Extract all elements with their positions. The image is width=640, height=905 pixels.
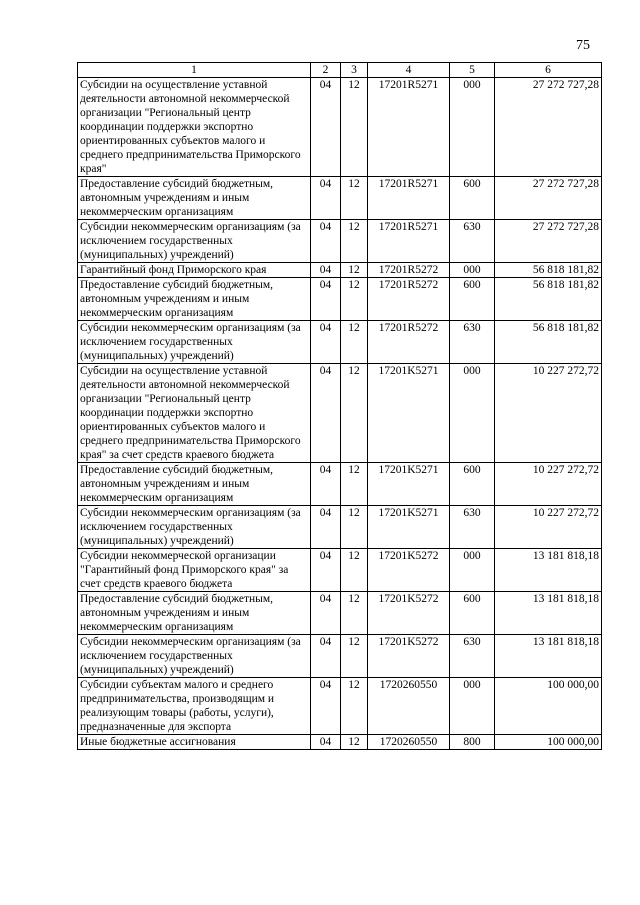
row-section-cell: 04 xyxy=(311,678,341,735)
row-target-article-cell: 1720260550 xyxy=(368,678,450,735)
row-expense-type-cell: 800 xyxy=(450,735,495,750)
row-section-cell: 04 xyxy=(311,321,341,364)
row-target-article-cell: 17201R5271 xyxy=(368,220,450,263)
row-section-cell: 04 xyxy=(311,78,341,177)
row-name-cell: Субсидии на осуществление уставной деятельности автономной некоммерческой организации "Региональный центр координации поддержки экспортно ориентированных субъектов малого и среднего предпринимательства Приморского края" за счет средств краевого бюджета xyxy=(78,364,311,463)
column-header: 6 xyxy=(495,63,602,78)
row-amount-cell: 13 181 818,18 xyxy=(495,592,602,635)
row-amount-cell: 10 227 272,72 xyxy=(495,364,602,463)
row-target-article-cell: 17201R5272 xyxy=(368,263,450,278)
row-subsection-cell: 12 xyxy=(341,549,368,592)
table-row xyxy=(78,263,602,278)
row-amount-cell: 56 818 181,82 xyxy=(495,321,602,364)
page-number: 75 xyxy=(576,38,590,53)
row-name-cell: Гарантийный фонд Приморского края xyxy=(78,263,311,278)
row-subsection-cell: 12 xyxy=(341,321,368,364)
row-target-article-cell: 17201K5272 xyxy=(368,592,450,635)
row-amount-cell: 10 227 272,72 xyxy=(495,506,602,549)
row-amount-cell: 56 818 181,82 xyxy=(495,278,602,321)
row-section-cell: 04 xyxy=(311,263,341,278)
row-amount-cell: 100 000,00 xyxy=(495,678,602,735)
row-name-cell: Предоставление субсидий бюджетным, автономным учреждениям и иным некоммерческим организациям xyxy=(78,177,311,220)
row-expense-type-cell: 600 xyxy=(450,177,495,220)
row-expense-type-cell: 000 xyxy=(450,364,495,463)
table-header-row xyxy=(78,63,602,78)
row-subsection-cell: 12 xyxy=(341,364,368,463)
row-name-cell: Субсидии некоммерческим организациям (за исключением государственных (муниципальных) учреждений) xyxy=(78,506,311,549)
table-row xyxy=(78,321,602,364)
row-target-article-cell: 17201K5272 xyxy=(368,635,450,678)
row-section-cell: 04 xyxy=(311,735,341,750)
row-expense-type-cell: 000 xyxy=(450,263,495,278)
column-header: 3 xyxy=(341,63,368,78)
table-row xyxy=(78,364,602,463)
row-expense-type-cell: 600 xyxy=(450,463,495,506)
table-row xyxy=(78,635,602,678)
row-target-article-cell: 17201R5271 xyxy=(368,78,450,177)
row-amount-cell: 10 227 272,72 xyxy=(495,463,602,506)
row-section-cell: 04 xyxy=(311,463,341,506)
row-target-article-cell: 17201K5271 xyxy=(368,463,450,506)
row-section-cell: 04 xyxy=(311,220,341,263)
row-name-cell: Предоставление субсидий бюджетным, автономным учреждениям и иным некоммерческим организациям xyxy=(78,463,311,506)
table-row xyxy=(78,463,602,506)
row-amount-cell: 27 272 727,28 xyxy=(495,177,602,220)
row-subsection-cell: 12 xyxy=(341,220,368,263)
table-row xyxy=(78,220,602,263)
table-row xyxy=(78,78,602,177)
column-header: 1 xyxy=(78,63,311,78)
row-target-article-cell: 17201K5271 xyxy=(368,364,450,463)
row-expense-type-cell: 000 xyxy=(450,549,495,592)
row-subsection-cell: 12 xyxy=(341,592,368,635)
row-expense-type-cell: 600 xyxy=(450,592,495,635)
column-header: 2 xyxy=(311,63,341,78)
table-row xyxy=(78,549,602,592)
row-amount-cell: 13 181 818,18 xyxy=(495,635,602,678)
row-section-cell: 04 xyxy=(311,549,341,592)
budget-table xyxy=(77,62,602,750)
row-expense-type-cell: 600 xyxy=(450,278,495,321)
row-subsection-cell: 12 xyxy=(341,463,368,506)
column-header: 5 xyxy=(450,63,495,78)
row-section-cell: 04 xyxy=(311,592,341,635)
table-row xyxy=(78,506,602,549)
row-target-article-cell: 1720260550 xyxy=(368,735,450,750)
row-target-article-cell: 17201R5271 xyxy=(368,177,450,220)
row-subsection-cell: 12 xyxy=(341,635,368,678)
row-name-cell: Предоставление субсидий бюджетным, автономным учреждениям и иным некоммерческим организациям xyxy=(78,278,311,321)
column-header: 4 xyxy=(368,63,450,78)
row-section-cell: 04 xyxy=(311,177,341,220)
row-subsection-cell: 12 xyxy=(341,735,368,750)
row-name-cell: Иные бюджетные ассигнования xyxy=(78,735,311,750)
row-subsection-cell: 12 xyxy=(341,177,368,220)
row-name-cell: Предоставление субсидий бюджетным, автономным учреждениям и иным некоммерческим организациям xyxy=(78,592,311,635)
row-section-cell: 04 xyxy=(311,635,341,678)
row-section-cell: 04 xyxy=(311,506,341,549)
row-expense-type-cell: 630 xyxy=(450,321,495,364)
row-subsection-cell: 12 xyxy=(341,278,368,321)
row-name-cell: Субсидии некоммерческим организациям (за исключением государственных (муниципальных) учреждений) xyxy=(78,220,311,263)
table-row xyxy=(78,592,602,635)
row-section-cell: 04 xyxy=(311,278,341,321)
row-target-article-cell: 17201R5272 xyxy=(368,321,450,364)
row-section-cell: 04 xyxy=(311,364,341,463)
row-subsection-cell: 12 xyxy=(341,506,368,549)
table-row xyxy=(78,177,602,220)
row-expense-type-cell: 000 xyxy=(450,678,495,735)
row-name-cell: Субсидии некоммерческим организациям (за исключением государственных (муниципальных) учреждений) xyxy=(78,635,311,678)
row-expense-type-cell: 630 xyxy=(450,506,495,549)
row-expense-type-cell: 630 xyxy=(450,220,495,263)
table-body xyxy=(78,78,602,750)
row-amount-cell: 13 181 818,18 xyxy=(495,549,602,592)
row-subsection-cell: 12 xyxy=(341,263,368,278)
row-target-article-cell: 17201K5271 xyxy=(368,506,450,549)
row-expense-type-cell: 630 xyxy=(450,635,495,678)
row-amount-cell: 56 818 181,82 xyxy=(495,263,602,278)
row-amount-cell: 100 000,00 xyxy=(495,735,602,750)
row-amount-cell: 27 272 727,28 xyxy=(495,78,602,177)
row-target-article-cell: 17201K5272 xyxy=(368,549,450,592)
row-name-cell: Субсидии субъектам малого и среднего предпринимательства, производящим и реализующим товары (работы, услуги), предназначенные для экспорта xyxy=(78,678,311,735)
row-target-article-cell: 17201R5272 xyxy=(368,278,450,321)
row-name-cell: Субсидии на осуществление уставной деятельности автономной некоммерческой организации "Региональный центр координации поддержки экспортно ориентированных субъектов малого и среднего предпринимательства Приморского края" xyxy=(78,78,311,177)
table-row xyxy=(78,278,602,321)
table-row xyxy=(78,678,602,735)
table-row xyxy=(78,735,602,750)
row-amount-cell: 27 272 727,28 xyxy=(495,220,602,263)
row-subsection-cell: 12 xyxy=(341,678,368,735)
row-expense-type-cell: 000 xyxy=(450,78,495,177)
row-name-cell: Субсидии некоммерческим организациям (за исключением государственных (муниципальных) учреждений) xyxy=(78,321,311,364)
row-name-cell: Субсидии некоммерческой организации "Гарантийный фонд Приморского края" за счет средств краевого бюджета xyxy=(78,549,311,592)
row-subsection-cell: 12 xyxy=(341,78,368,177)
